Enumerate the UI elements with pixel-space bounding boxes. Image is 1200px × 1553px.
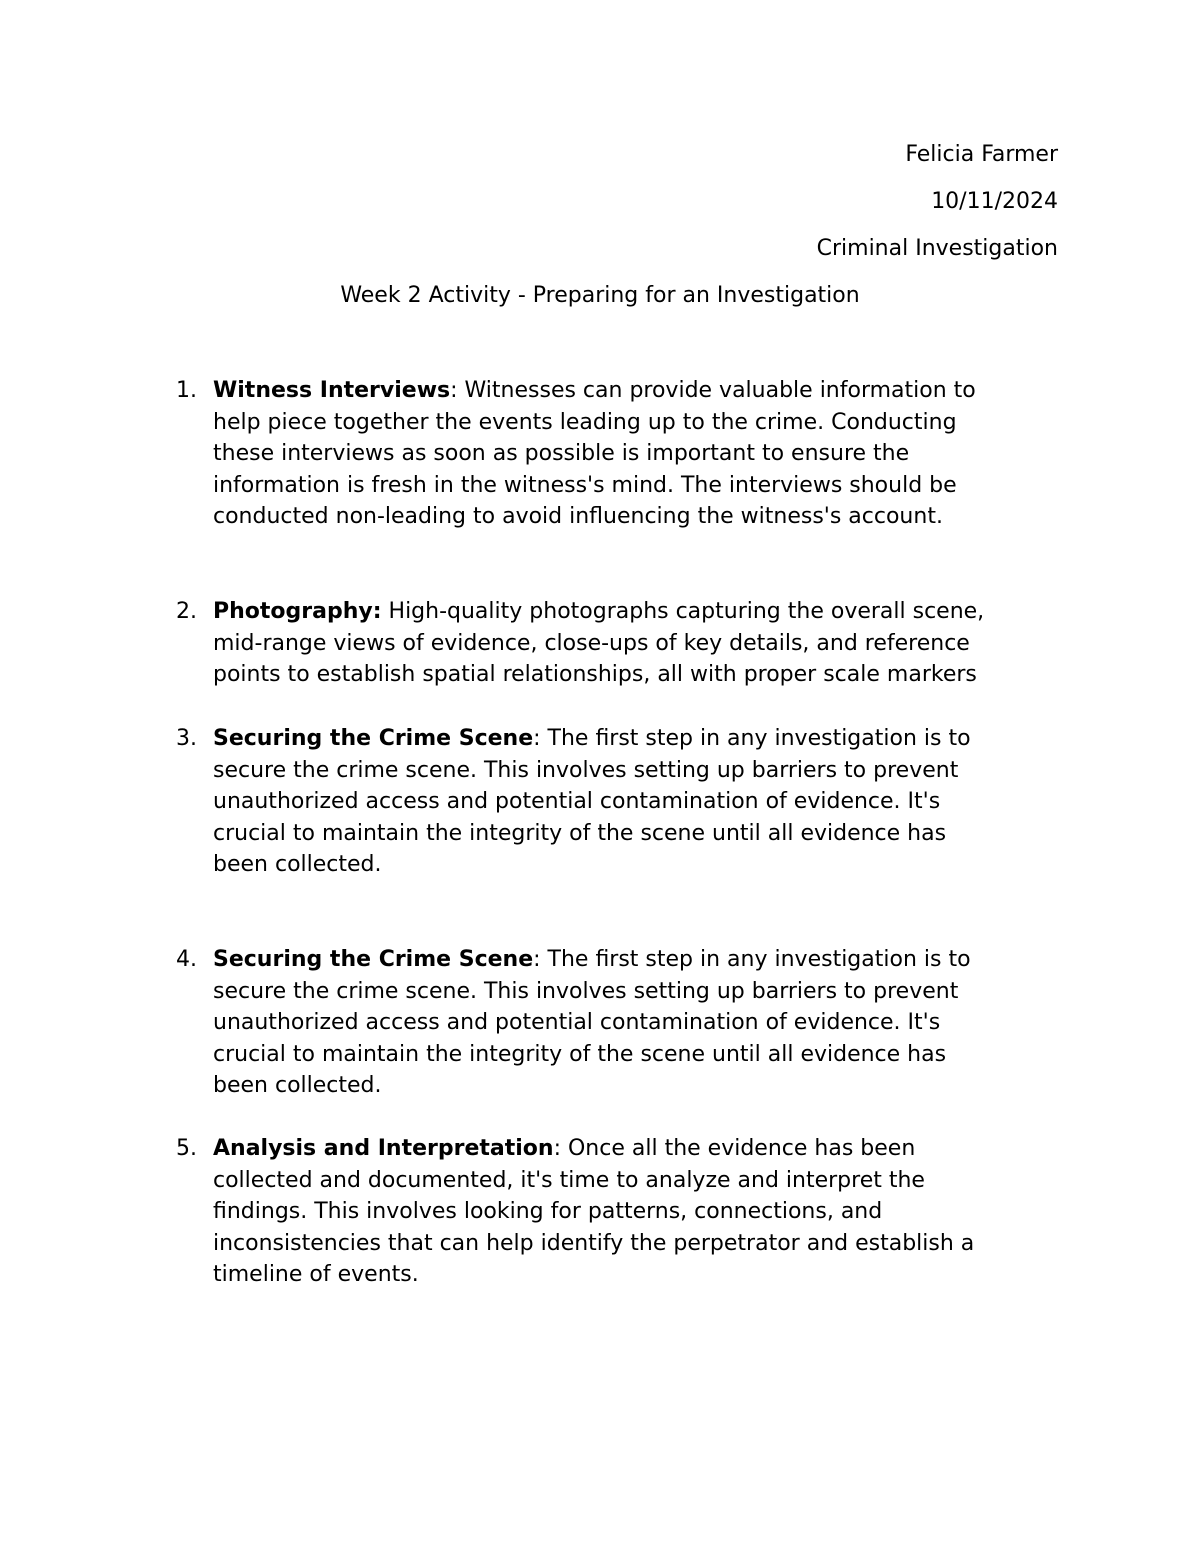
list-item-line-text: : Witnesses can provide valuable information to	[450, 378, 976, 403]
list-item-line: collected and documented, it's time to analyze and interpret the	[213, 1167, 925, 1193]
list-item-line	[213, 944, 1043, 976]
list-item-line: been collected.	[213, 1073, 382, 1098]
document-date: 10/11/2024	[931, 189, 1058, 214]
list-item-line: secure the crime scene. This involves setting up barriers to prevent	[213, 757, 959, 783]
author-name: Felicia Farmer	[905, 142, 1058, 167]
list-item-line: inconsistencies that can help identify the perpetrator and establish a	[213, 1230, 975, 1256]
list-item-line: secure the crime scene. This involves setting up barriers to prevent	[213, 978, 959, 1004]
list-item-number: 5.	[176, 1136, 197, 1161]
list-item-text	[213, 1133, 1043, 1291]
list-item-line: points to establish spatial relationships, all with proper scale markers	[213, 662, 977, 687]
list-item-line: timeline of events.	[213, 1262, 419, 1287]
list-item-line: findings. This involves looking for patterns, connections, and	[213, 1199, 883, 1224]
list-item-line-text: : The first step in any investigation is to	[533, 947, 971, 972]
list-item-heading: Analysis and Interpretation	[213, 1136, 554, 1161]
list-item-line: help piece together the events leading up to the crime. Conducting	[213, 409, 957, 435]
list-item-text	[213, 596, 1043, 691]
list-item-line: conducted non-leading to avoid influencing the witness's account.	[213, 504, 943, 529]
list-item-heading: Securing the Crime Scene	[213, 726, 534, 751]
document-title: Week 2 Activity - Preparing for an Investigation	[340, 283, 860, 308]
list-item-line: unauthorized access and potential contamination of evidence. It's	[213, 1010, 941, 1035]
list-item-line: information is fresh in the witness's mind. The interviews should be	[213, 472, 957, 498]
list-item-line: been collected.	[213, 852, 382, 877]
list-item-line	[213, 723, 1043, 755]
list-item-line: mid-range views of evidence, close-ups of key details, and reference	[213, 630, 970, 656]
list-item-number: 3.	[176, 726, 197, 751]
list-item-heading: Witness Interviews	[213, 378, 451, 403]
list-item-line-text: : The first step in any investigation is to	[533, 726, 971, 751]
list-item-line	[213, 1133, 1043, 1165]
list-item-line	[213, 375, 1043, 407]
course-name: Criminal Investigation	[816, 236, 1058, 261]
list-item-heading: Photography:	[213, 599, 382, 624]
list-item-line: crucial to maintain the integrity of the scene until all evidence has	[213, 820, 947, 846]
list-item-line-text: : Once all the evidence has been	[553, 1136, 916, 1161]
list-item-text	[213, 723, 1043, 881]
list-item-line: these interviews as soon as possible is important to ensure the	[213, 441, 910, 466]
list-item-line: unauthorized access and potential contamination of evidence. It's	[213, 789, 941, 814]
list-item-text	[213, 944, 1043, 1102]
list-item-line: crucial to maintain the integrity of the scene until all evidence has	[213, 1041, 947, 1067]
list-item-line-text: High-quality photographs capturing the overall scene,	[381, 599, 985, 624]
list-item-text	[213, 375, 1043, 533]
list-item-line	[213, 596, 1043, 628]
list-item-number: 4.	[176, 947, 197, 972]
list-item-heading: Securing the Crime Scene	[213, 947, 534, 972]
list-item-number: 2.	[176, 599, 197, 624]
list-item-number: 1.	[176, 378, 197, 403]
